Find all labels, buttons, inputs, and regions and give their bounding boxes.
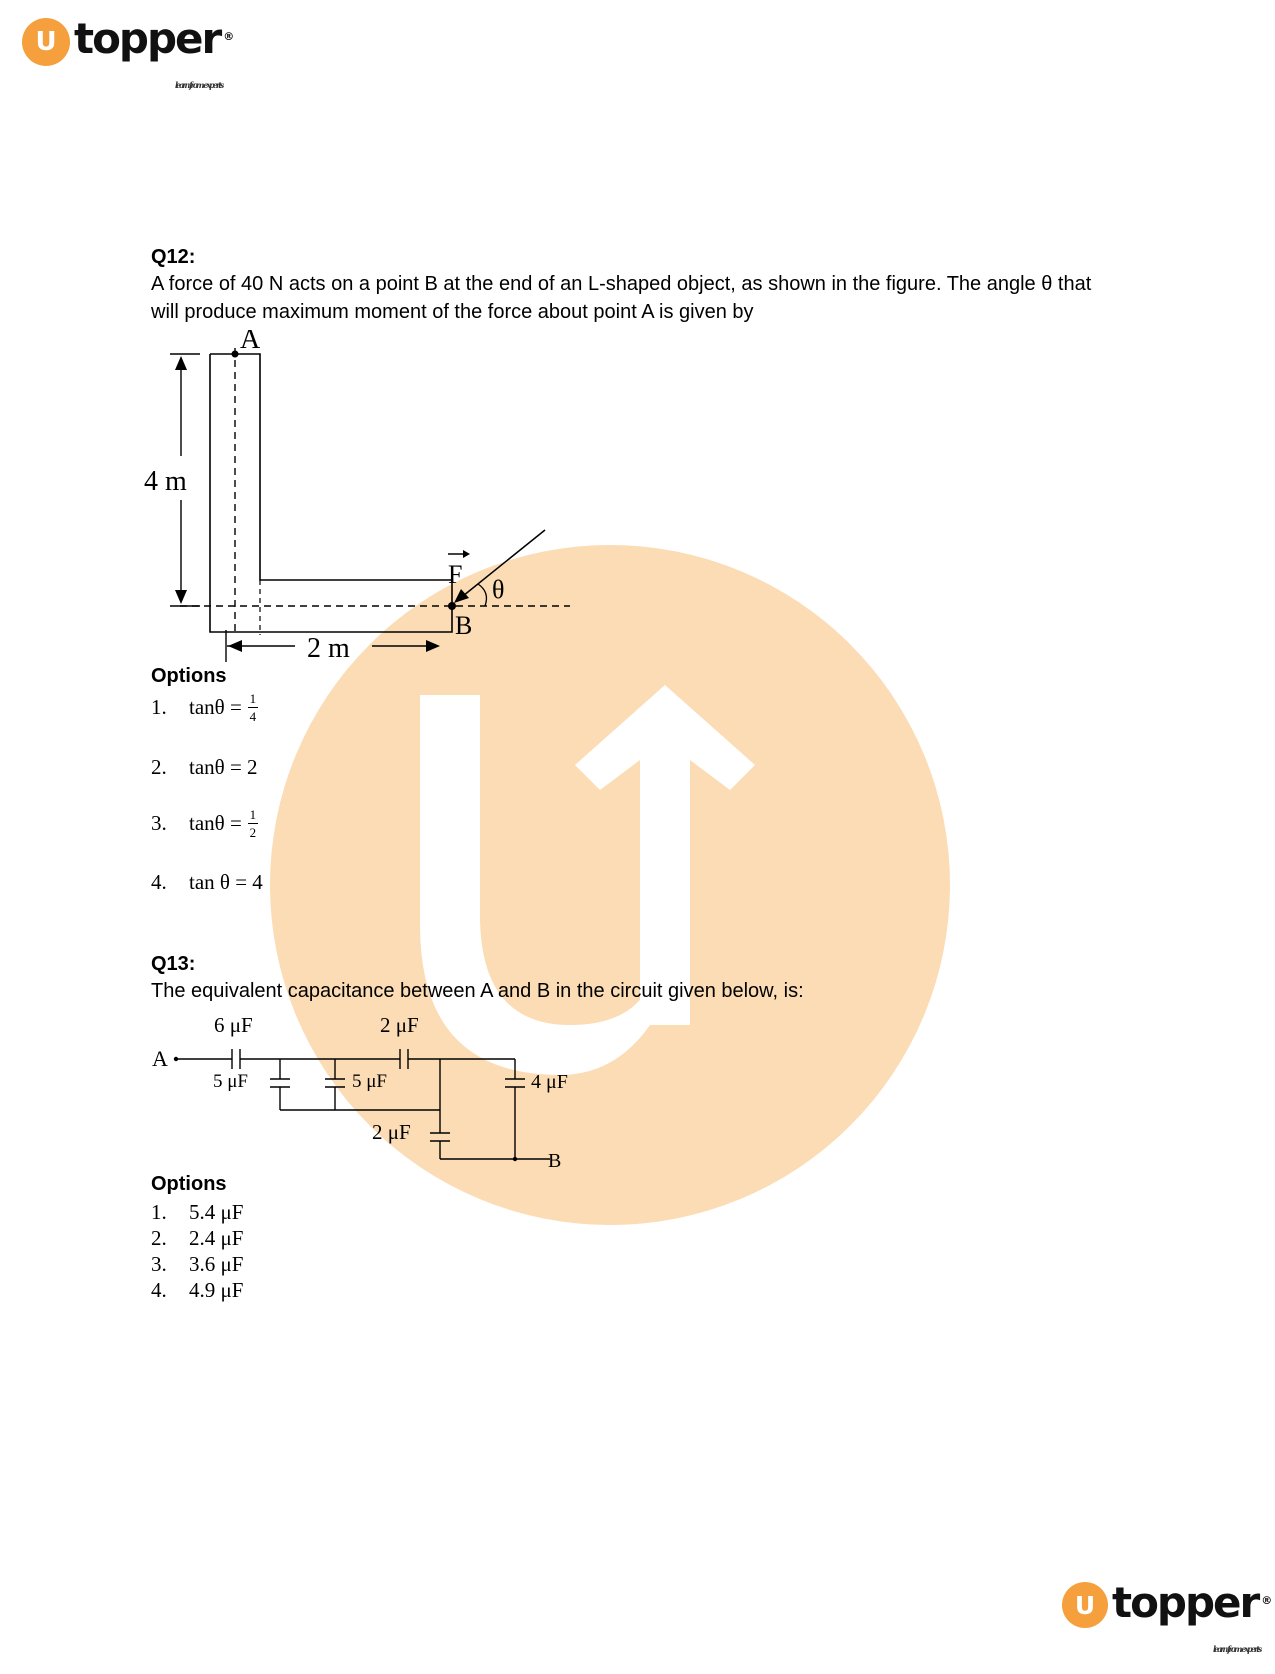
header-logo <box>22 14 233 90</box>
option-expression: tan θ = 4 <box>189 870 263 894</box>
option-expression: tanθ = 2 <box>189 755 258 779</box>
fraction <box>248 692 258 723</box>
q13-label: Q13: <box>151 953 196 975</box>
option-number: 1. <box>151 1200 167 1224</box>
q13-text: The equivalent capacitance between A and B in the circuit given below, is: <box>151 980 804 1002</box>
q13-option-3[interactable] <box>151 1252 243 1277</box>
point-a-label: A <box>240 330 261 355</box>
q12-option-4[interactable] <box>151 870 263 895</box>
option-number: 4. <box>151 1278 167 1302</box>
cap-5uf-b-label: 5 μF <box>352 1071 388 1092</box>
fraction-numerator: 1 <box>249 807 257 822</box>
option-value: 5.4 μF <box>189 1200 244 1224</box>
option-number: 1. <box>151 695 167 719</box>
q12-option-1[interactable] <box>151 692 258 723</box>
cap-4uf-label: 4 μF <box>531 1071 568 1093</box>
logo-wordmark <box>74 14 233 90</box>
width-arrow-left-icon <box>228 640 242 652</box>
angle-label: θ <box>492 575 505 604</box>
logo-tagline: learn from experts <box>174 80 223 90</box>
angle-arc <box>478 584 486 606</box>
fraction-denominator: 2 <box>249 825 257 840</box>
point-a-dot <box>232 351 239 358</box>
fraction-numerator: 1 <box>249 691 257 706</box>
q12-option-3[interactable] <box>151 808 258 839</box>
option-value: 2.4 μF <box>189 1226 244 1250</box>
option-number: 2. <box>151 755 167 779</box>
logo-wordmark <box>1112 1578 1271 1654</box>
force-label: F <box>448 560 463 589</box>
height-arrow-up-icon <box>175 356 187 370</box>
logo-badge-icon: U <box>22 18 70 66</box>
option-number: 2. <box>151 1226 167 1250</box>
height-arrow-down-icon <box>175 590 187 604</box>
q12-text: A force of 40 N acts on a point B at the end of an L-shaped object, as shown in the figure. The angle θ that will produce maximum moment of the force about point A is given by <box>151 273 1092 323</box>
cap-2uf-bottom-label: 2 μF <box>372 1120 411 1144</box>
height-label: 4 m <box>144 466 187 497</box>
registered-mark: ® <box>1261 1594 1271 1607</box>
option-number: 3. <box>151 1252 167 1276</box>
cap-2uf-top-label: 2 μF <box>380 1015 419 1037</box>
width-arrow-right-icon <box>426 640 440 652</box>
cap-6uf-label: 6 μF <box>214 1015 253 1037</box>
q12-option-2[interactable] <box>151 755 258 780</box>
logo-tagline: learn from experts <box>1212 1644 1261 1654</box>
fraction <box>248 808 258 839</box>
q12-figure <box>140 330 600 670</box>
q13-option-2[interactable] <box>151 1226 243 1251</box>
terminal-a-label: A <box>152 1046 168 1071</box>
q13-option-1[interactable] <box>151 1200 243 1225</box>
logo-badge-icon: U <box>1062 1582 1108 1628</box>
terminal-b-dot <box>513 1157 517 1161</box>
l-shape-outline <box>210 354 452 632</box>
option-value: 3.6 μF <box>189 1252 244 1276</box>
point-b-dot <box>448 602 456 610</box>
option-number: 4. <box>151 870 167 894</box>
logo-word: topper <box>74 14 221 63</box>
logo-word: topper <box>1112 1578 1259 1627</box>
q12-label: Q12: <box>151 246 196 268</box>
registered-mark: ® <box>223 30 233 43</box>
footer-logo <box>1062 1578 1271 1654</box>
q13-option-4[interactable] <box>151 1278 243 1303</box>
force-label-vector-arrow-icon <box>463 550 470 558</box>
force-arrowhead-icon <box>454 589 469 603</box>
cap-5uf-a-label: 5 μF <box>213 1071 249 1092</box>
terminal-b-label: B <box>548 1150 562 1172</box>
option-expression: tanθ = <box>189 695 242 719</box>
q13-options-heading: Options <box>151 1173 227 1195</box>
point-b-label: B <box>455 611 473 640</box>
option-number: 3. <box>151 811 167 835</box>
width-label: 2 m <box>307 633 350 664</box>
q12-options-heading: Options <box>151 665 227 687</box>
option-value: 4.9 μF <box>189 1278 244 1302</box>
option-expression: tanθ = <box>189 811 242 835</box>
terminal-a-dot <box>174 1057 178 1061</box>
fraction-denominator: 4 <box>249 709 257 724</box>
